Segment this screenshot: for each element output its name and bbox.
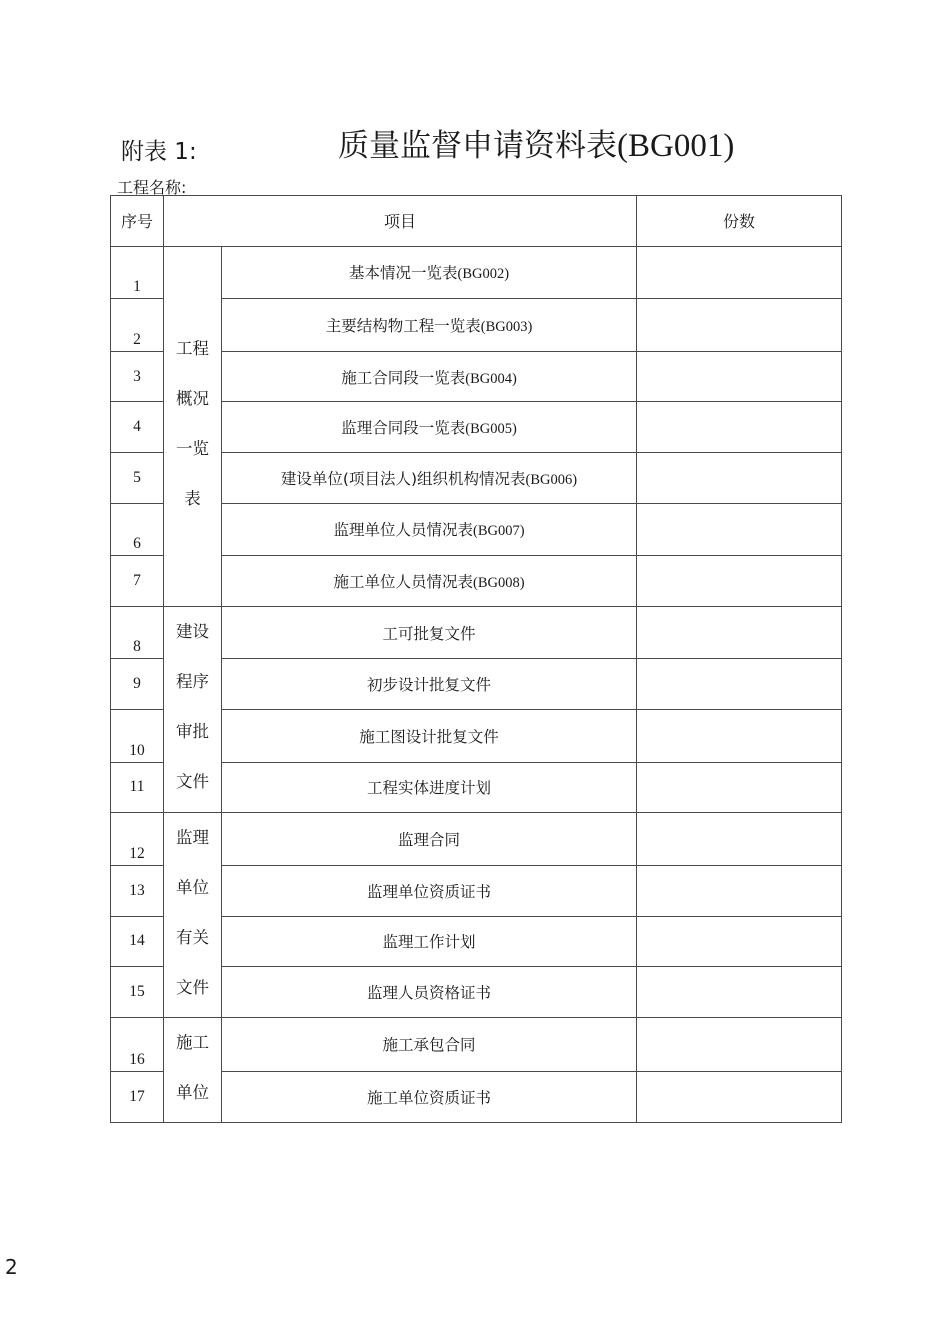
category-line: 表 bbox=[184, 489, 201, 509]
item-code: (BG008) bbox=[472, 574, 525, 591]
row-item bbox=[222, 865, 637, 916]
item-code: (BG005) bbox=[465, 421, 517, 438]
header-copies: 份数 bbox=[637, 196, 842, 247]
row-seq: 6 bbox=[111, 503, 164, 556]
table-row bbox=[111, 813, 842, 866]
row-item bbox=[222, 1071, 637, 1122]
category-line: 一览 bbox=[176, 439, 209, 459]
row-seq: 7 bbox=[111, 556, 164, 607]
item-name: 施工图设计批复文件 bbox=[359, 727, 499, 746]
row-item bbox=[222, 659, 637, 710]
category-line: 文件 bbox=[176, 978, 209, 998]
row-seq: 11 bbox=[111, 762, 164, 813]
category-cell bbox=[164, 606, 222, 812]
page-title bbox=[338, 120, 734, 165]
item-name: 施工承包合同 bbox=[382, 1036, 476, 1055]
category-label bbox=[164, 607, 221, 811]
category-cell bbox=[164, 813, 222, 1018]
row-item bbox=[222, 1018, 637, 1072]
row-copies[interactable] bbox=[637, 1071, 842, 1122]
category-cell bbox=[164, 1018, 222, 1123]
category-label bbox=[164, 324, 221, 528]
row-item bbox=[222, 402, 637, 453]
item-name: 监理合同段一览表 bbox=[341, 419, 466, 438]
header-row bbox=[111, 196, 842, 247]
row-copies[interactable] bbox=[637, 762, 842, 813]
item-name: 施工单位资质证书 bbox=[367, 1088, 492, 1107]
header-item: 项目 bbox=[164, 196, 637, 247]
row-seq: 1 bbox=[111, 246, 164, 299]
item-code: (BG004) bbox=[465, 370, 517, 387]
row-copies[interactable] bbox=[637, 246, 842, 299]
row-seq: 13 bbox=[111, 865, 164, 916]
row-item bbox=[222, 606, 637, 659]
table-row bbox=[111, 606, 842, 659]
row-item bbox=[222, 556, 637, 607]
row-copies[interactable] bbox=[637, 865, 842, 916]
item-code: (BG006) bbox=[525, 471, 578, 488]
row-item bbox=[222, 452, 637, 503]
row-item bbox=[222, 916, 637, 967]
row-seq: 4 bbox=[111, 402, 164, 453]
row-seq: 14 bbox=[111, 916, 164, 967]
category-line: 有关 bbox=[176, 928, 209, 948]
category-line: 概况 bbox=[176, 389, 209, 409]
category-line: 监理 bbox=[176, 828, 209, 848]
item-name: 工可批复文件 bbox=[382, 624, 476, 643]
category-line: 单位 bbox=[176, 878, 209, 898]
row-copies[interactable] bbox=[637, 556, 842, 607]
row-item bbox=[222, 351, 637, 402]
row-seq: 17 bbox=[111, 1071, 164, 1122]
item-name: 监理工作计划 bbox=[382, 933, 476, 952]
item-name: 工程实体进度计划 bbox=[367, 779, 492, 798]
category-cell bbox=[164, 246, 222, 606]
row-copies[interactable] bbox=[637, 813, 842, 866]
item-code: (BG003) bbox=[480, 318, 533, 335]
item-name: 初步设计批复文件 bbox=[367, 676, 492, 695]
item-name: 建设单位(项目法人)组织机构情况表 bbox=[280, 469, 526, 488]
row-item bbox=[222, 709, 637, 762]
title-code: (BG001) bbox=[617, 128, 735, 164]
row-item bbox=[222, 967, 637, 1018]
row-seq: 10 bbox=[111, 709, 164, 762]
row-copies[interactable] bbox=[637, 452, 842, 503]
row-copies[interactable] bbox=[637, 351, 842, 402]
category-label bbox=[164, 813, 221, 1017]
category-label bbox=[164, 1018, 221, 1122]
row-copies[interactable] bbox=[637, 299, 842, 352]
item-name: 监理单位人员情况表 bbox=[333, 521, 473, 540]
item-name: 监理合同 bbox=[398, 831, 461, 849]
item-code: (BG002) bbox=[457, 266, 510, 283]
row-seq: 5 bbox=[111, 452, 164, 503]
row-item bbox=[222, 813, 637, 866]
item-name: 施工单位人员情况表 bbox=[333, 572, 473, 591]
item-name: 主要结构物工程一览表 bbox=[325, 316, 481, 335]
row-item bbox=[222, 503, 637, 556]
row-copies[interactable] bbox=[637, 402, 842, 453]
title-text: 质量监督申请资料表 bbox=[338, 128, 617, 164]
table-row bbox=[111, 246, 842, 299]
table-row bbox=[111, 1018, 842, 1072]
row-copies[interactable] bbox=[637, 967, 842, 1018]
category-line: 工程 bbox=[176, 339, 209, 359]
item-name: 监理人员资格证书 bbox=[367, 984, 492, 1003]
item-name: 施工合同段一览表 bbox=[341, 368, 466, 387]
category-line: 文件 bbox=[176, 772, 209, 792]
page-number: 2 bbox=[5, 1255, 18, 1279]
row-seq: 12 bbox=[111, 813, 164, 866]
item-code: (BG007) bbox=[472, 523, 525, 540]
row-seq: 2 bbox=[111, 299, 164, 352]
category-line: 程序 bbox=[176, 672, 209, 692]
item-name: 基本情况一览表 bbox=[348, 264, 458, 283]
row-copies[interactable] bbox=[637, 659, 842, 710]
project-name-label: 工程名称: bbox=[117, 178, 187, 197]
application-materials-table bbox=[110, 195, 842, 1123]
row-item bbox=[222, 299, 637, 352]
category-line: 建设 bbox=[176, 622, 209, 642]
row-seq: 16 bbox=[111, 1018, 164, 1072]
item-name: 监理单位资质证书 bbox=[367, 882, 492, 901]
row-copies[interactable] bbox=[637, 709, 842, 762]
row-copies[interactable] bbox=[637, 606, 842, 659]
row-copies[interactable] bbox=[637, 916, 842, 967]
row-seq: 9 bbox=[111, 659, 164, 710]
annex-label: 附表 1: bbox=[121, 139, 197, 165]
row-item bbox=[222, 246, 637, 299]
row-seq: 15 bbox=[111, 967, 164, 1018]
row-seq: 8 bbox=[111, 606, 164, 659]
row-copies[interactable] bbox=[637, 1018, 842, 1072]
header-seq: 序号 bbox=[111, 196, 164, 247]
category-line: 施工 bbox=[176, 1033, 209, 1053]
category-line: 审批 bbox=[176, 722, 209, 742]
category-line: 单位 bbox=[176, 1083, 209, 1103]
row-copies[interactable] bbox=[637, 503, 842, 556]
row-item bbox=[222, 762, 637, 813]
row-seq: 3 bbox=[111, 351, 164, 402]
